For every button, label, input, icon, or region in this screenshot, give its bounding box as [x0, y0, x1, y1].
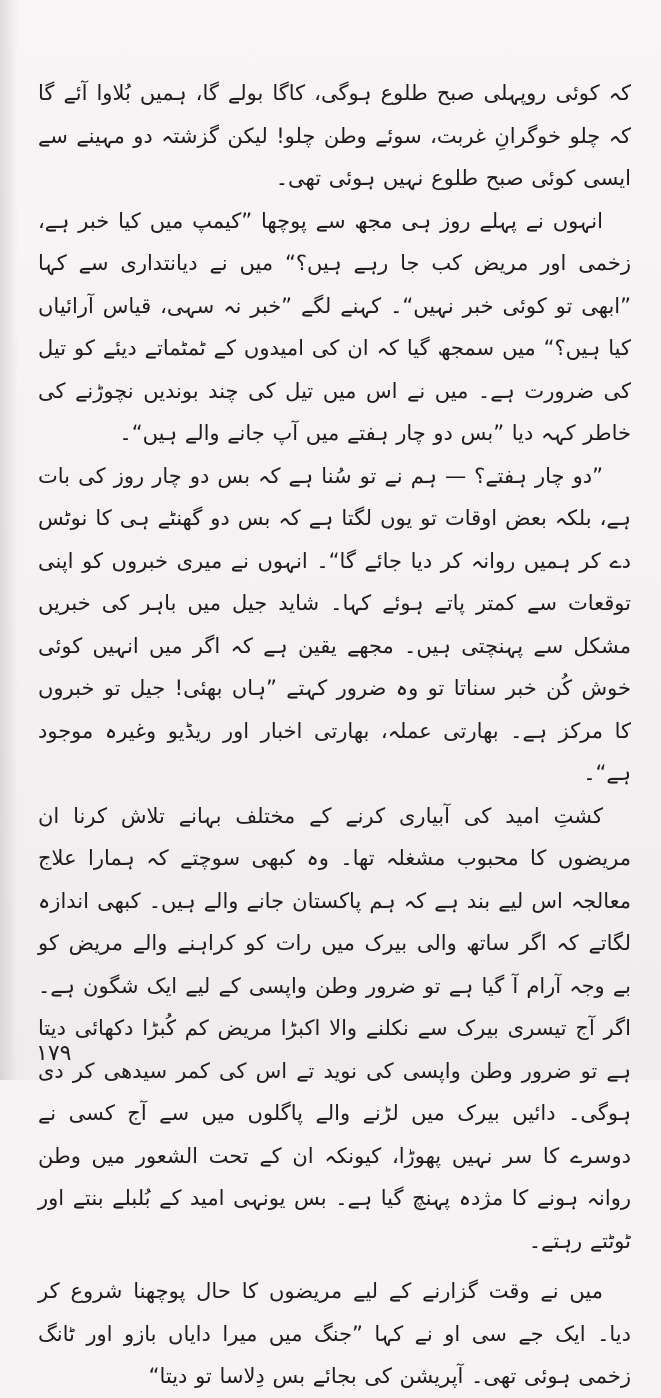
paragraph-1: کہ کوئی روپہلی صبح طلوع ہوگی، کاگا بولے گا، ہمیں بُلاوا آئے گا کہ چلو خوگرانِ غربت، سوئے وطن چلو! لیکن گزشتہ دو مہینے سے ایسی کوئی صبح طلوع نہیں ہوئی تھی۔	[38, 81, 631, 190]
paragraph-5: میں نے وقت گزارنے کے لیے مریضوں کا حال پوچھنا شروع کر دیا۔ ایک جے سی او نے کہا ”جنگ میں میرا دایاں بازو اور ٹانگ زخمی ہوئی تھی۔ آپریشن کی بجائے بس دِلاسا تو دیتا“	[38, 1279, 631, 1388]
paragraph-3: ”دو چار ہفتے؟ — ہم نے تو سُنا ہے کہ بس دو چار روز کی بات ہے، بلکہ بعض اوقات تو یوں لگتا ہے کہ بس دو گھنٹے ہی کا نوٹس دے کر ہمیں روانہ کر دیا جائے گا“۔ انہوں نے میری خبروں کو اپنی توقعات سے کمتر پاتے ہوئے کہا۔ شاید جیل میں باہر کی خبریں مشکل سے پہنچتی ہیں۔ مجھے یقین ہے کہ اگر میں انہیں کوئی خوش کُن خبر سناتا تو وہ ضرور کہتے ”ہاں بھئی! جیل تو خبروں کا مرکز ہے۔ بھارتی عملہ، بھارتی اخبار اور ریڈیو وغیرہ موجود ہے“۔	[38, 463, 631, 785]
page-body	[38, 72, 631, 1398]
paragraph-4: کشتِ امید کی آبیاری کرنے کے مختلف بہانے تلاش کرنا ان مریضوں کا محبوب مشغلہ تھا۔ وہ کبھی سوچتے کہ ہمارا علاج معالجہ اس لیے بند ہے کہ ہم پاکستان جانے والے ہیں۔ کبھی اندازہ لگاتے کہ اگر ساتھ والی بیرک میں رات کو کراہنے والے مریض کو بے وجہ آرام آ گیا ہے تو ضرور وطن واپسی کے لیے ایک شگون ہے۔ اگر آج تیسری بیرک سے نکلنے والا اکبڑا مریض کم کُبڑا دکھائی دیتا ہے تو ضرور وطن واپسی کی نوید تے اس کی کمر سیدھی کر دی ہوگی۔ دائیں بیرک میں لڑنے والے پاگلوں میں سے آج کسی نے دوسرے کا سر نہیں پھوڑا، کیونکہ ان کے تحت الشعور میں وطن روانہ ہونے کا مژدہ پہنچ گیا ہے۔ بس یونہی امید کے بُلبلے بنتے اور ٹوٹتے رہتے۔	[38, 803, 631, 1253]
page-number: ۱۷۹	[36, 1041, 72, 1066]
paragraph-2: انہوں نے پہلے روز ہی مجھ سے پوچھا ”کیمپ میں کیا خبر ہے، زخمی اور مریض کب جا رہے ہیں؟“ میں نے دیانتداری سے کہا ”ابھی تو کوئی خبر نہیں“۔ کہنے لگے ”خبر نہ سہی، قیاس آرائیاں کیا ہیں؟“ میں سمجھ گیا کہ ان کی امیدوں کے ٹمٹماتے دیئے کو تیل کی ضرورت ہے۔ میں نے اس میں تیل کی چند بوندیں نچوڑنے کی خاطر کہہ دیا ”بس دو چار ہفتے میں آپ جانے والے ہیں“۔	[38, 208, 631, 445]
